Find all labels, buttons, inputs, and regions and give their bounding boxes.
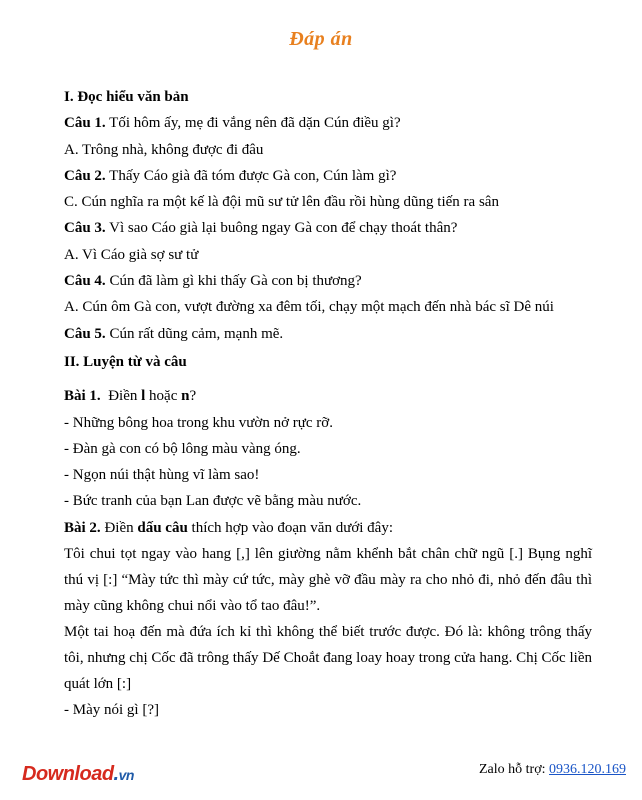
exercise-bold-text: dấu câu [137,519,188,536]
question-text: Tối hôm ấy, mẹ đi vắng nên đã dặn Cún điều gì? [105,115,401,132]
question-5 [64,321,592,347]
list-item: - Ngọn núi thật hùng vĩ làm sao! [64,467,260,484]
question-text: Cún rất dũng cảm, mạnh mẽ. [105,325,284,342]
section1-heading: I. Đọc hiểu văn bản [64,89,189,105]
question-text: Thấy Cáo già đã tóm được Gà con, Cún làm gì? [105,167,397,184]
list-item: - Bức tranh của bạn Lan được vẽ bằng màu nước. [64,493,362,510]
support-contact [479,762,626,778]
exercise-1 [64,383,592,409]
question-4 [64,268,592,294]
question-3 [64,215,592,241]
support-phone-link[interactable]: 0936.120.169 [549,762,626,777]
answer-3: A. Vì Cáo già sợ sư tử [64,246,199,263]
paragraph: Một tai hoạ đến mà đứa ích kỉ thì không thể biết trước được. Đó là: không trông thấy tôi, nhưng chị Cốc đã trông thấy Dế Choắt đang loay hoay trong cửa hang. Chị Cốc liền quát lớn [:] [64,624,592,693]
question-text: Vì sao Cáo già lại buông ngay Gà con để chạy thoát thân? [105,220,458,237]
support-label: Zalo hỗ trợ: [479,762,549,777]
exercise-text: Điền [100,519,138,536]
list-item: - Đàn gà con có bộ lông màu vàng óng. [64,440,301,457]
exercise-label: Bài 1. [64,388,101,405]
list-item: - Những bông hoa trong khu vườn nở rực rỡ. [64,414,333,431]
page-title: Đáp án [289,28,353,50]
exercise-label: Bài 2. [64,519,101,536]
exercise-text: Điền [100,388,142,405]
exercise-text: ? [189,388,197,405]
exercise-text: hoặc [145,388,182,405]
letter-l: l [141,388,146,405]
question-label: Câu 1. [64,115,106,132]
exercise-text: thích hợp vào đoạn văn dưới đây: [187,519,393,536]
answer-1: A. Trông nhà, không được đi đâu [64,141,264,158]
logo-dot: . [113,763,119,785]
logo-text: Download [22,763,114,785]
question-2 [64,163,592,189]
logo-tld: vn [118,767,134,783]
question-label: Câu 2. [64,167,106,184]
question-label: Câu 5. [64,325,106,342]
letter-n: n [181,388,190,405]
exercise-2 [64,515,592,541]
answer-4: A. Cún ôm Gà con, vượt đường xa đêm tối, chạy một mạch đến nhà bác sĩ Dê núi [64,299,554,316]
section2-heading: II. Luyện từ và câu [64,353,187,370]
paragraph: Tôi chui tọt ngay vào hang [,] lên giường nằm khểnh bắt chân chữ ngũ [.] Bụng nghĩ thú vị [:] “Mày tức thì mày cứ tức, mày ghè vỡ đầu mày ra cho nhỏ đi, nhỏ đến đâu thì mày cũng không chui nổi vào tổ tao đâu!”. [64,546,592,615]
paragraph: - Mày nói gì [?] [64,702,159,719]
question-text: Cún đã làm gì khi thấy Gà con bị thương? [105,273,362,290]
question-label: Câu 4. [64,273,106,290]
question-1 [64,110,592,136]
answer-content [64,84,592,723]
answer-2: C. Cún nghĩa ra một kế là đội mũ sư tử lên đầu rồi hùng dũng tiến ra sân [64,194,499,211]
question-label: Câu 3. [64,220,106,237]
download-logo[interactable] [22,763,134,786]
